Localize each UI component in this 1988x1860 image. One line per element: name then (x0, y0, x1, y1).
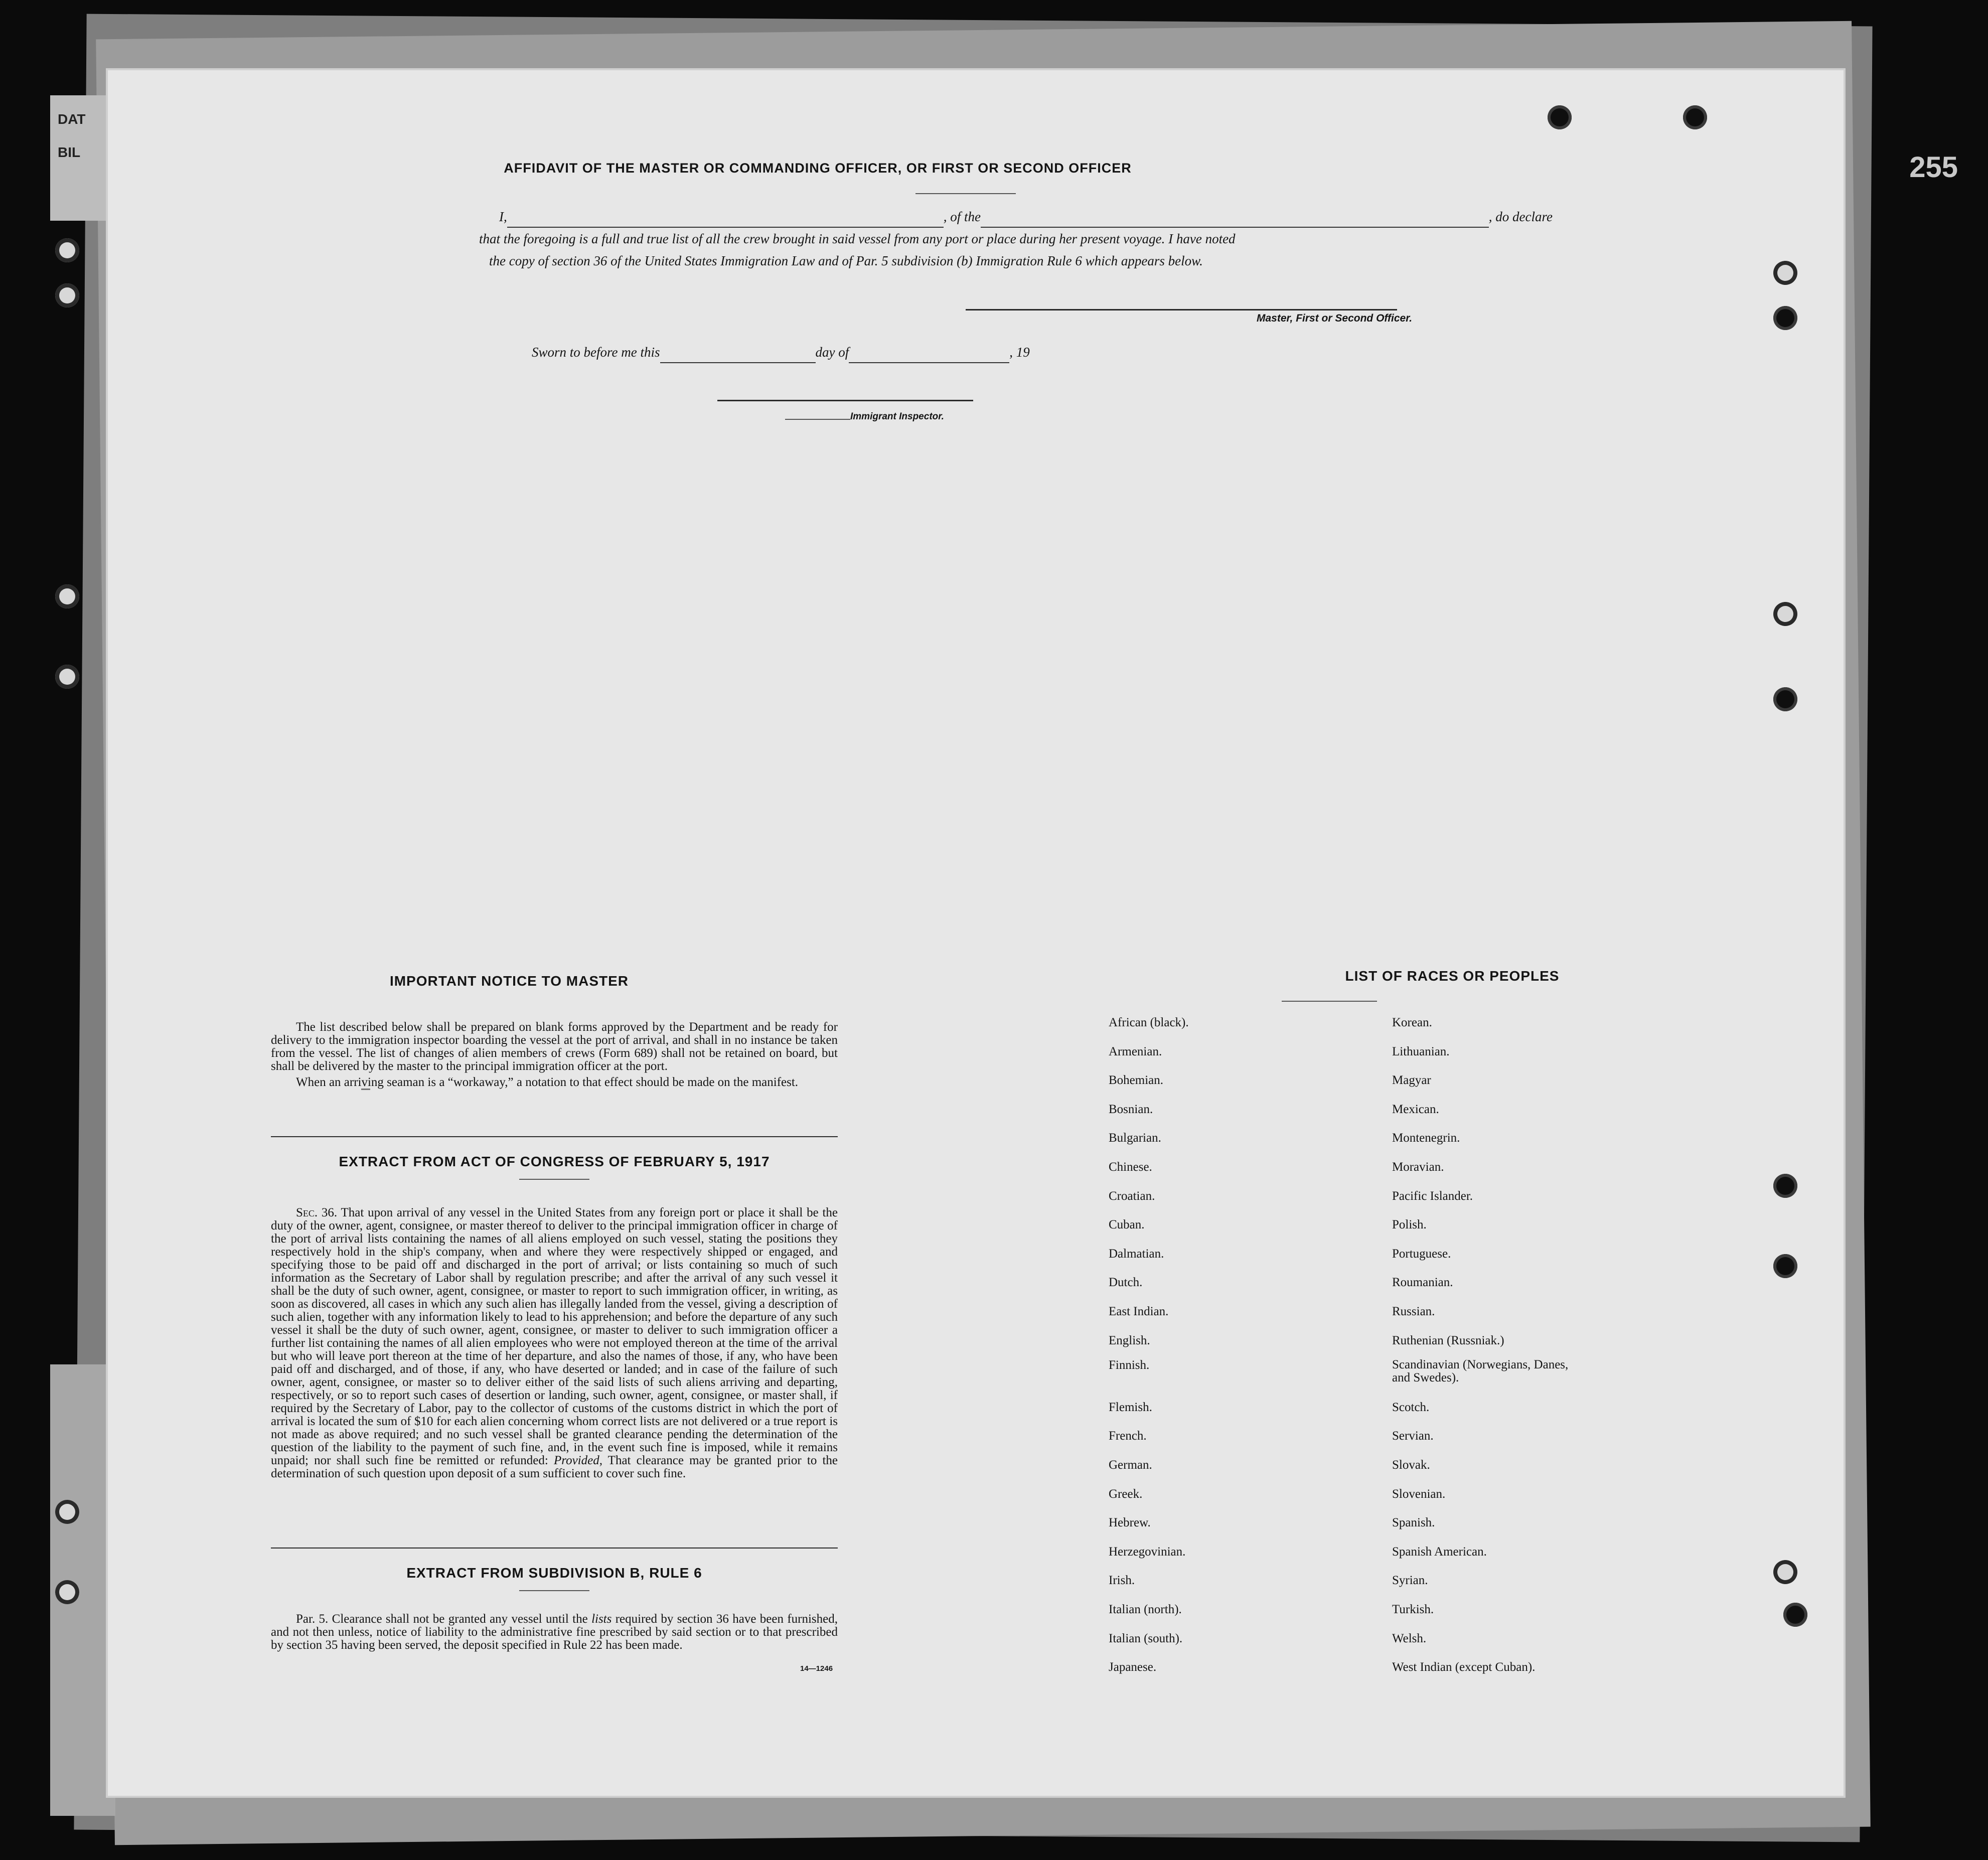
race-item: Croatian. (1109, 1189, 1155, 1203)
declaration-block (479, 206, 1553, 272)
document-page (108, 70, 1844, 1796)
race-item: Slovak. (1392, 1458, 1430, 1472)
race-item: Bulgarian. (1109, 1131, 1161, 1145)
race-item: Hebrew. (1109, 1516, 1151, 1530)
sworn-start-text: Sworn to before me this (532, 345, 660, 360)
race-item: Lithuanian. (1392, 1044, 1450, 1058)
rule-text-a: Par. 5. Clearance shall not be granted any vessel until the (296, 1612, 588, 1626)
punch-hole-icon (55, 1580, 79, 1604)
race-item: Scandinavian (Norwegians, Danes, and Swedes). (1392, 1358, 1569, 1385)
inspector-signature-line[interactable] (717, 400, 973, 401)
declaration-line2: that the foregoing is a full and true list of all the crew brought in said vessel from any port or place during her present voyage. I have noted (479, 231, 1236, 246)
act-section-label: Sec. 36. (296, 1206, 338, 1219)
race-item: Mexican. (1392, 1102, 1439, 1116)
race-item: French. (1109, 1429, 1147, 1443)
declaration-line1-start: I, (499, 209, 507, 224)
vessel-blank-field[interactable] (981, 213, 1489, 228)
act-body (271, 1206, 838, 1480)
punch-hole-icon (55, 1500, 79, 1524)
punch-hole-icon (1773, 1174, 1797, 1198)
sworn-date-blank[interactable] (660, 348, 816, 363)
race-item: Servian. (1392, 1429, 1434, 1443)
punch-hole-icon (55, 584, 79, 608)
race-item: Ruthenian (Russniak.) (1392, 1333, 1504, 1347)
act-title: EXTRACT FROM ACT OF CONGRESS OF FEBRUARY 5, 1917 (339, 1154, 770, 1169)
punch-hole-icon (1773, 261, 1797, 285)
act-text-end: That clearance may be granted prior to the determination of such question upon deposit of a sum sufficient to cover such fine. (271, 1454, 838, 1480)
race-item: Finnish. (1109, 1358, 1150, 1372)
notice-title: IMPORTANT NOTICE TO MASTER (389, 973, 629, 989)
race-item: Pacific Islander. (1392, 1189, 1473, 1203)
act-provided: Provided, (554, 1454, 602, 1467)
punch-hole-icon (55, 665, 79, 689)
title-divider (915, 193, 1016, 194)
rule-title: EXTRACT FROM SUBDIVISION B, RULE 6 (406, 1565, 702, 1581)
declaration-line1-mid: , of the (943, 209, 981, 224)
race-item: Italian (south). (1109, 1631, 1183, 1645)
race-item: Armenian. (1109, 1044, 1162, 1058)
punch-hole-icon (1773, 687, 1797, 711)
notice-paragraph: The list described below shall be prepared on blank forms approved by the Department and be ready for delivery to the immigration inspector boarding the vessel at the port of arrival, and shall in no instance be taken from the vessel. The list of changes of alien members of crews (Form 689) shall not be retained on board, but shall be delivered by the master to the principal immigration officer at the port. (271, 1020, 838, 1073)
punch-hole-icon (1783, 1603, 1807, 1627)
act-text: That upon arrival of any vessel in the United States from any foreign port or place it shall be the duty of the owner, agent, consignee, or master thereof to deliver to the principal immigration officer in charge of the port of arrival lists containing the names of all aliens employed on such vessel, stating the positions they respectively hold in the ship's company, when and where they were respectively shipped or engaged, and specifying those to be paid off and discharged in the port of arrival; or lists containing so much of such information as the Secretary of Labor shall by regulation prescribe; and after the arrival of any such vessel it shall be the duty of such owner, agent, consignee, or master to report to such immigration officer, in writing, as soon as discovered, all cases in which any such alien has illegally landed from the vessel, giving a description of such alien, together with any information likely to lead to his apprehension; and before the departure of any such vessel it shall be the duty of such owner, agent, consignee, or master to deliver to such immigration officer a further list containing the names of all alien employees who were not employed thereon at the time of the arrival but who will leave port thereon at the time of her departure, and also the names of those, if any, who have been paid off and discharged, and of those, if any, who have deserted or landed; and in case of the failure of such owner, agent, consignee, or master so to deliver either of the said lists of such aliens arriving and departing, respectively, or so to report such cases of desertion or landing, such owner, agent, consignee, or master shall, if required by the Secretary of Labor, pay to the collector of customs of the customs district in which the port of arrival is located the sum of $10 for each alien concerning whom correct lists are not delivered or a true report is not made as above required; and no such vessel shall be granted clearance pending the determination of the question of the liability to the payment of such fine, and, in the event such fine is imposed, while it remains unpaid; nor shall such fine be remitted or refunded: (271, 1206, 838, 1467)
rule-text-b: required by section 36 have been furnished, and not then unless, notice of liability to the administrative fine prescribed by said section or to that prescribed by section 35 having been served, the deposit specified in Rule 22 has been made. (271, 1612, 838, 1652)
page-number: 255 (1909, 151, 1958, 184)
form-number: 14—1246 (800, 1664, 833, 1673)
rule-body (271, 1613, 838, 1652)
sworn-year-text: , 19 (1009, 345, 1030, 360)
punch-hole-icon (1548, 105, 1572, 129)
race-item: African (black). (1109, 1016, 1189, 1029)
punch-hole-icon (55, 238, 79, 262)
race-item: Moravian. (1392, 1160, 1444, 1174)
race-item: Spanish. (1392, 1516, 1435, 1530)
race-item: Magyar (1392, 1073, 1431, 1088)
race-item: Dalmatian. (1109, 1247, 1164, 1261)
race-item: Polish. (1392, 1218, 1427, 1232)
race-item: Syrian. (1392, 1574, 1428, 1588)
title-divider (519, 1590, 589, 1591)
sworn-day-text: day of (815, 345, 849, 360)
notice-paragraph: When an arriving seaman is a “workaway,” a notation to that effect should be made on the manifest. (296, 1075, 799, 1089)
section-divider (271, 1547, 838, 1548)
race-item: Korean. (1392, 1016, 1432, 1029)
race-item: German. (1109, 1458, 1152, 1472)
race-item: West Indian (except Cuban). (1392, 1660, 1536, 1674)
rule-lists-word: lists (591, 1612, 612, 1626)
race-item: Irish. (1109, 1574, 1135, 1588)
title-divider (1282, 1001, 1377, 1002)
race-item: Russian. (1392, 1305, 1435, 1318)
race-item: Bosnian. (1109, 1102, 1153, 1116)
race-item: Cuban. (1109, 1218, 1145, 1232)
punch-hole-icon (1773, 1254, 1797, 1278)
punch-hole-icon (55, 283, 79, 307)
inspector-name-blank[interactable] (785, 419, 850, 420)
edge-header-fragment: DAT (58, 111, 86, 127)
race-item: Montenegrin. (1392, 1131, 1460, 1145)
race-item: Portuguese. (1392, 1247, 1451, 1261)
declaration-line1-end: , do declare (1488, 209, 1553, 224)
race-item: Italian (north). (1109, 1603, 1182, 1616)
race-item: East Indian. (1109, 1305, 1169, 1318)
sworn-line (532, 341, 1234, 363)
race-item: Japanese. (1109, 1660, 1157, 1674)
race-item: Flemish. (1109, 1400, 1152, 1414)
race-item: Bohemian. (1109, 1073, 1164, 1088)
section-divider (271, 1136, 838, 1137)
title-divider (519, 1179, 589, 1180)
race-item: English. (1109, 1333, 1150, 1347)
signature-line[interactable] (966, 309, 1397, 311)
race-item: Turkish. (1392, 1603, 1434, 1616)
races-title: LIST OF RACES OR PEOPLES (1345, 968, 1560, 984)
punch-hole-icon (1773, 306, 1797, 330)
notice-body (271, 1021, 838, 1089)
punch-hole-icon (1683, 105, 1707, 129)
edge-header-fragment: BIL (58, 144, 81, 160)
declaration-line3: the copy of section 36 of the United States Immigration Law and of Par. 5 subdivision (b) Immigration Rule 6 which appears below. (489, 253, 1203, 268)
race-item: Welsh. (1392, 1631, 1427, 1645)
signature-label: Master, First or Second Officer. (1257, 313, 1413, 324)
race-item: Slovenian. (1392, 1487, 1446, 1501)
punch-hole-icon (1773, 602, 1797, 626)
race-item: Spanish American. (1392, 1544, 1487, 1559)
inspector-label: Immigrant Inspector. (850, 411, 944, 422)
punch-hole-icon (1773, 1560, 1797, 1584)
race-item: Roumanian. (1392, 1276, 1453, 1290)
name-blank-field[interactable] (507, 213, 944, 228)
affidavit-title: AFFIDAVIT OF THE MASTER OR COMMANDING OFFICER, OR FIRST OR SECOND OFFICER (504, 161, 1132, 176)
race-item: Dutch. (1109, 1276, 1143, 1290)
race-item: Herzegovinian. (1109, 1544, 1186, 1559)
race-item: Chinese. (1109, 1160, 1152, 1174)
race-item: Greek. (1109, 1487, 1143, 1501)
race-item: Scotch. (1392, 1400, 1430, 1414)
sworn-month-blank[interactable] (849, 348, 1009, 363)
